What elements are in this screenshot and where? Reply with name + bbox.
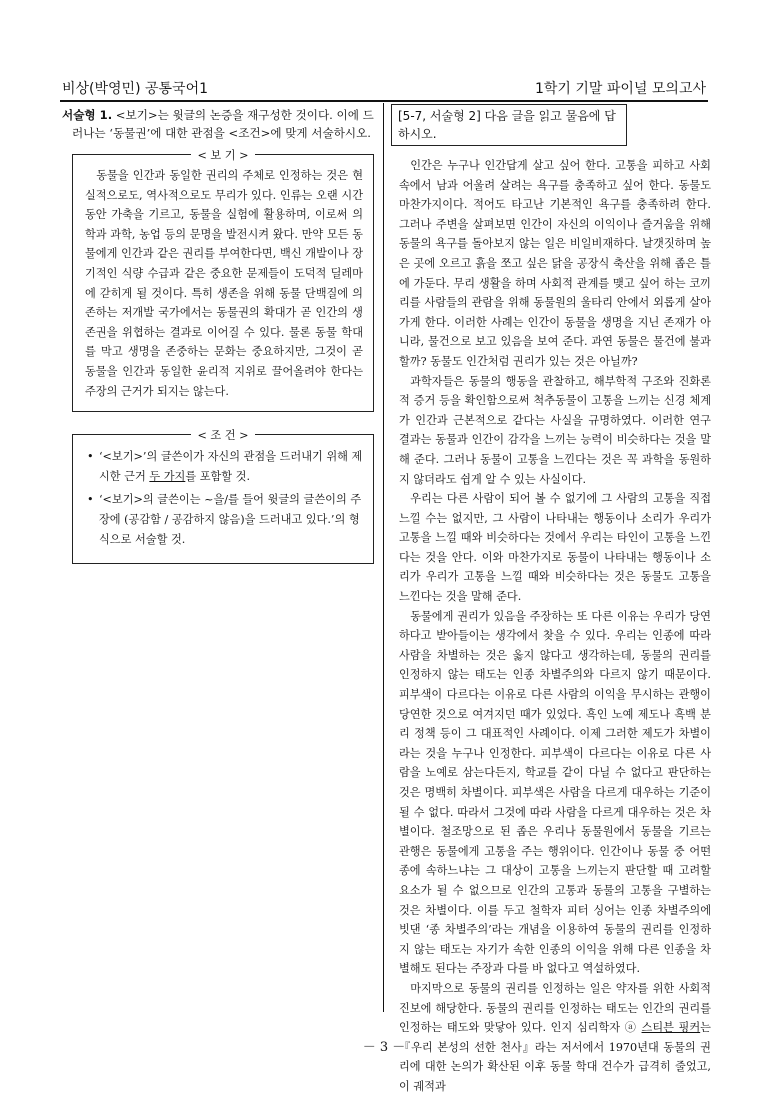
question-group-heading: [5-7, 서술형 2] 다음 글을 읽고 물음에 답하시오. bbox=[391, 104, 627, 146]
jogeon-item: • ‘<보기>의 글쓴이는 ~을/를 들어 윗글의 글쓴이의 주장에 (공감함 / 공감하지 않음)을 드러내고 있다.’의 형식으로 서술할 것. bbox=[99, 490, 363, 549]
bogi-text: 동물을 인간과 동일한 권리의 주체로 인정하는 것은 현실적으로도, 역사적으로도 무리가 있다. 인류는 오랜 시간 동안 가축을 기르고, 동물을 실험에 활용하며, 이로써 의학과 과학, 농업 등의 문명을 발전시켜 왔다. 만약 모든 동물에게 인간과 같은 권리를 부여한다면, 백신 개발이나 장기적인 식량 수급과 같은 중요한 문제들이 도덕적 딜레마에 갇히게 될 것이다. 특히 생존을 위해 동물 단백질에 의존하는 저개발 국가에서는 동물권의 확대가 곧 인간의 생존권을 위협하는 결과로 이어질 수 있다. 물론 동물 학대를 막고 생명을 존중하는 문화는 중요하지만, 그것이 곧 동물을 인간과 동일한 윤리적 지위로 끌어올려야 한다는 주장의 근거가 되지는 않는다. bbox=[85, 169, 363, 398]
underlined-name: 스티븐 핑커 bbox=[641, 1021, 701, 1035]
bogi-title: < 보 기 > bbox=[73, 146, 373, 166]
jogeon-item: • ‘<보기>’의 글쓴이가 자신의 관점을 드러내기 위해 제시한 근거 두 가지를 포함할 것. bbox=[99, 447, 363, 486]
passage-paragraph: 마지막으로 동물의 권리를 인정하는 일은 약자를 위한 사회적 진보에 해당한다. 동물의 권리를 인정하는 태도는 인간의 권리를 인정하는 태도와 맞닿아 있다. 인지 심리학자 ⓐ 스티븐 핑커는 『우리 본성의 선한 천사』라는 저서에서 1970년대 동물의 권리에 대한 논의가 확산된 이후 동물 학대 건수가 급격히 줄었고, 이 궤적과 bbox=[399, 981, 711, 1093]
passage-paragraph: 우리는 다른 사람이 되어 볼 수 없기에 그 사람의 고통을 직접 느낄 수는 없지만, 그 사람이 나타내는 행동이나 소리가 우리가 고통을 느낄 때와 비슷하다는 것에서 우리는 타인이 고통을 느낀다는 것을 안다. 이와 마찬가지로 동물이 나타내는 행동이나 소리가 우리가 고통을 느낄 때와 비슷하다는 것은 동물도 고통을 느낀다는 것을 말해 준다. bbox=[399, 492, 711, 604]
passage-paragraph: 과학자들은 동물의 행동을 관찰하고, 해부학적 구조와 진화론적 증거 등을 확인함으로써 척추동물이 고통을 느끼는 신경 체계가 인간과 근본적으로 같다는 사실을 규명하였다. 이러한 연구 결과는 동물과 인간이 감각을 느끼는 능력이 비슷하다는 것을 말해 준다. 그러나 동물이 고통을 느낀다는 것은 꼭 과학을 동원하지 않더라도 쉽게 알 수 있는 사실이다. bbox=[399, 374, 711, 486]
question-1-number: 서술형 1. bbox=[62, 108, 113, 122]
question-1 bbox=[62, 106, 374, 142]
column-divider bbox=[383, 103, 384, 1012]
question-1-text: <보기>는 윗글의 논증을 재구성한 것이다. 이에 드러나는 ‘동물권’에 대한 관점을 <조건>에 맞게 서술하시오. bbox=[72, 108, 374, 140]
marker-a: ⓐ bbox=[624, 1021, 637, 1035]
jogeon-list bbox=[85, 447, 363, 549]
jogeon-title: < 조 건 > bbox=[73, 426, 373, 446]
reading-passage bbox=[391, 156, 711, 1097]
left-column bbox=[62, 106, 374, 564]
page-header bbox=[60, 72, 708, 102]
jogeon-box bbox=[72, 429, 374, 564]
bogi-box bbox=[72, 149, 374, 412]
header-textbook: 비상(박영민) 공통국어1 bbox=[62, 81, 208, 97]
page-number: － 3 － bbox=[362, 1040, 406, 1055]
passage-paragraph: 인간은 누구나 인간답게 살고 싶어 한다. 고통을 피하고 사회 속에서 남과 어울려 살려는 욕구를 충족하고 싶어 한다. 동물도 마찬가지이다. 적어도 타고난 기본적인 욕구를 충족하려 한다. 그러나 주변을 살펴보면 인간이 자신의 이익이나 즐거움을 위해 동물의 욕구를 돌아보지 않는 일은 비일비재하다. 날갯짓하며 높은 곳에 오르고 흙을 쪼고 싶은 닭을 공장식 축산을 위해 좁은 틀에 가둔다. 무리 생활을 하며 사회적 관계를 맺고 싶어 하는 코끼리를 사람들의 관람을 위해 동물원의 울타리 안에서 외롭게 살아가게 한다. 이러한 사례는 인간이 동물을 생명을 지닌 존재가 아니라, 물건으로 보고 있음을 보여 준다. 과연 동물은 물건에 불과할까? 동물도 인간처럼 권리가 있는 것은 아닐까? bbox=[399, 159, 711, 368]
header-exam-title: 1학기 기말 파이널 모의고사 bbox=[534, 81, 706, 97]
right-column bbox=[391, 104, 711, 1097]
passage-paragraph: 동물에게 권리가 있음을 주장하는 또 다른 이유는 우리가 당연하다고 받아들이는 생각에서 찾을 수 있다. 우리는 인종에 따라 사람을 차별하는 것은 옳지 않다고 생각하는데, 동물의 권리를 인정하지 않는 태도는 인종 차별주의와 다르지 않기 때문이다. 피부색이 다르다는 이유로 다른 사람의 이익을 무시하는 관행이 당연한 것으로 여겨지던 때가 있었다. 흑인 노예 제도나 흑백 분리 정책 등이 그 대표적인 사례이다. 이제 그러한 제도가 차별이라는 것을 누구나 인정한다. 피부색이 다르다는 이유로 다른 사람을 노예로 삼는다든지, 학교를 같이 다닐 수 없다고 판단하는 것은 명백히 차별이다. 피부색은 사람을 다르게 대우하는 기준이 될 수 없다. 따라서 그것에 따라 사람을 다르게 대우하는 것은 차별이다. 철조망으로 된 좁은 우리나 동물원에서 동물을 기르는 관행은 동물에게 고통을 주는 행위이다. 인간이나 동물 중 어떤 종에 속하느냐는 그 대상이 고통을 느끼는지 판단할 때 고려할 요소가 될 수 없으므로 인간의 고통과 동물의 고통을 구별하는 것은 차별이다. 이를 두고 철학자 피터 싱어는 인종 차별주의에 빗댄 ‘종 차별주의’라는 개념을 이용하여 동물의 권리를 인정하지 않는 태도는 자기가 속한 인종의 이익을 위해 다른 인종을 차별해도 된다는 주장과 다를 바 없다고 역설하였다. bbox=[399, 609, 711, 976]
